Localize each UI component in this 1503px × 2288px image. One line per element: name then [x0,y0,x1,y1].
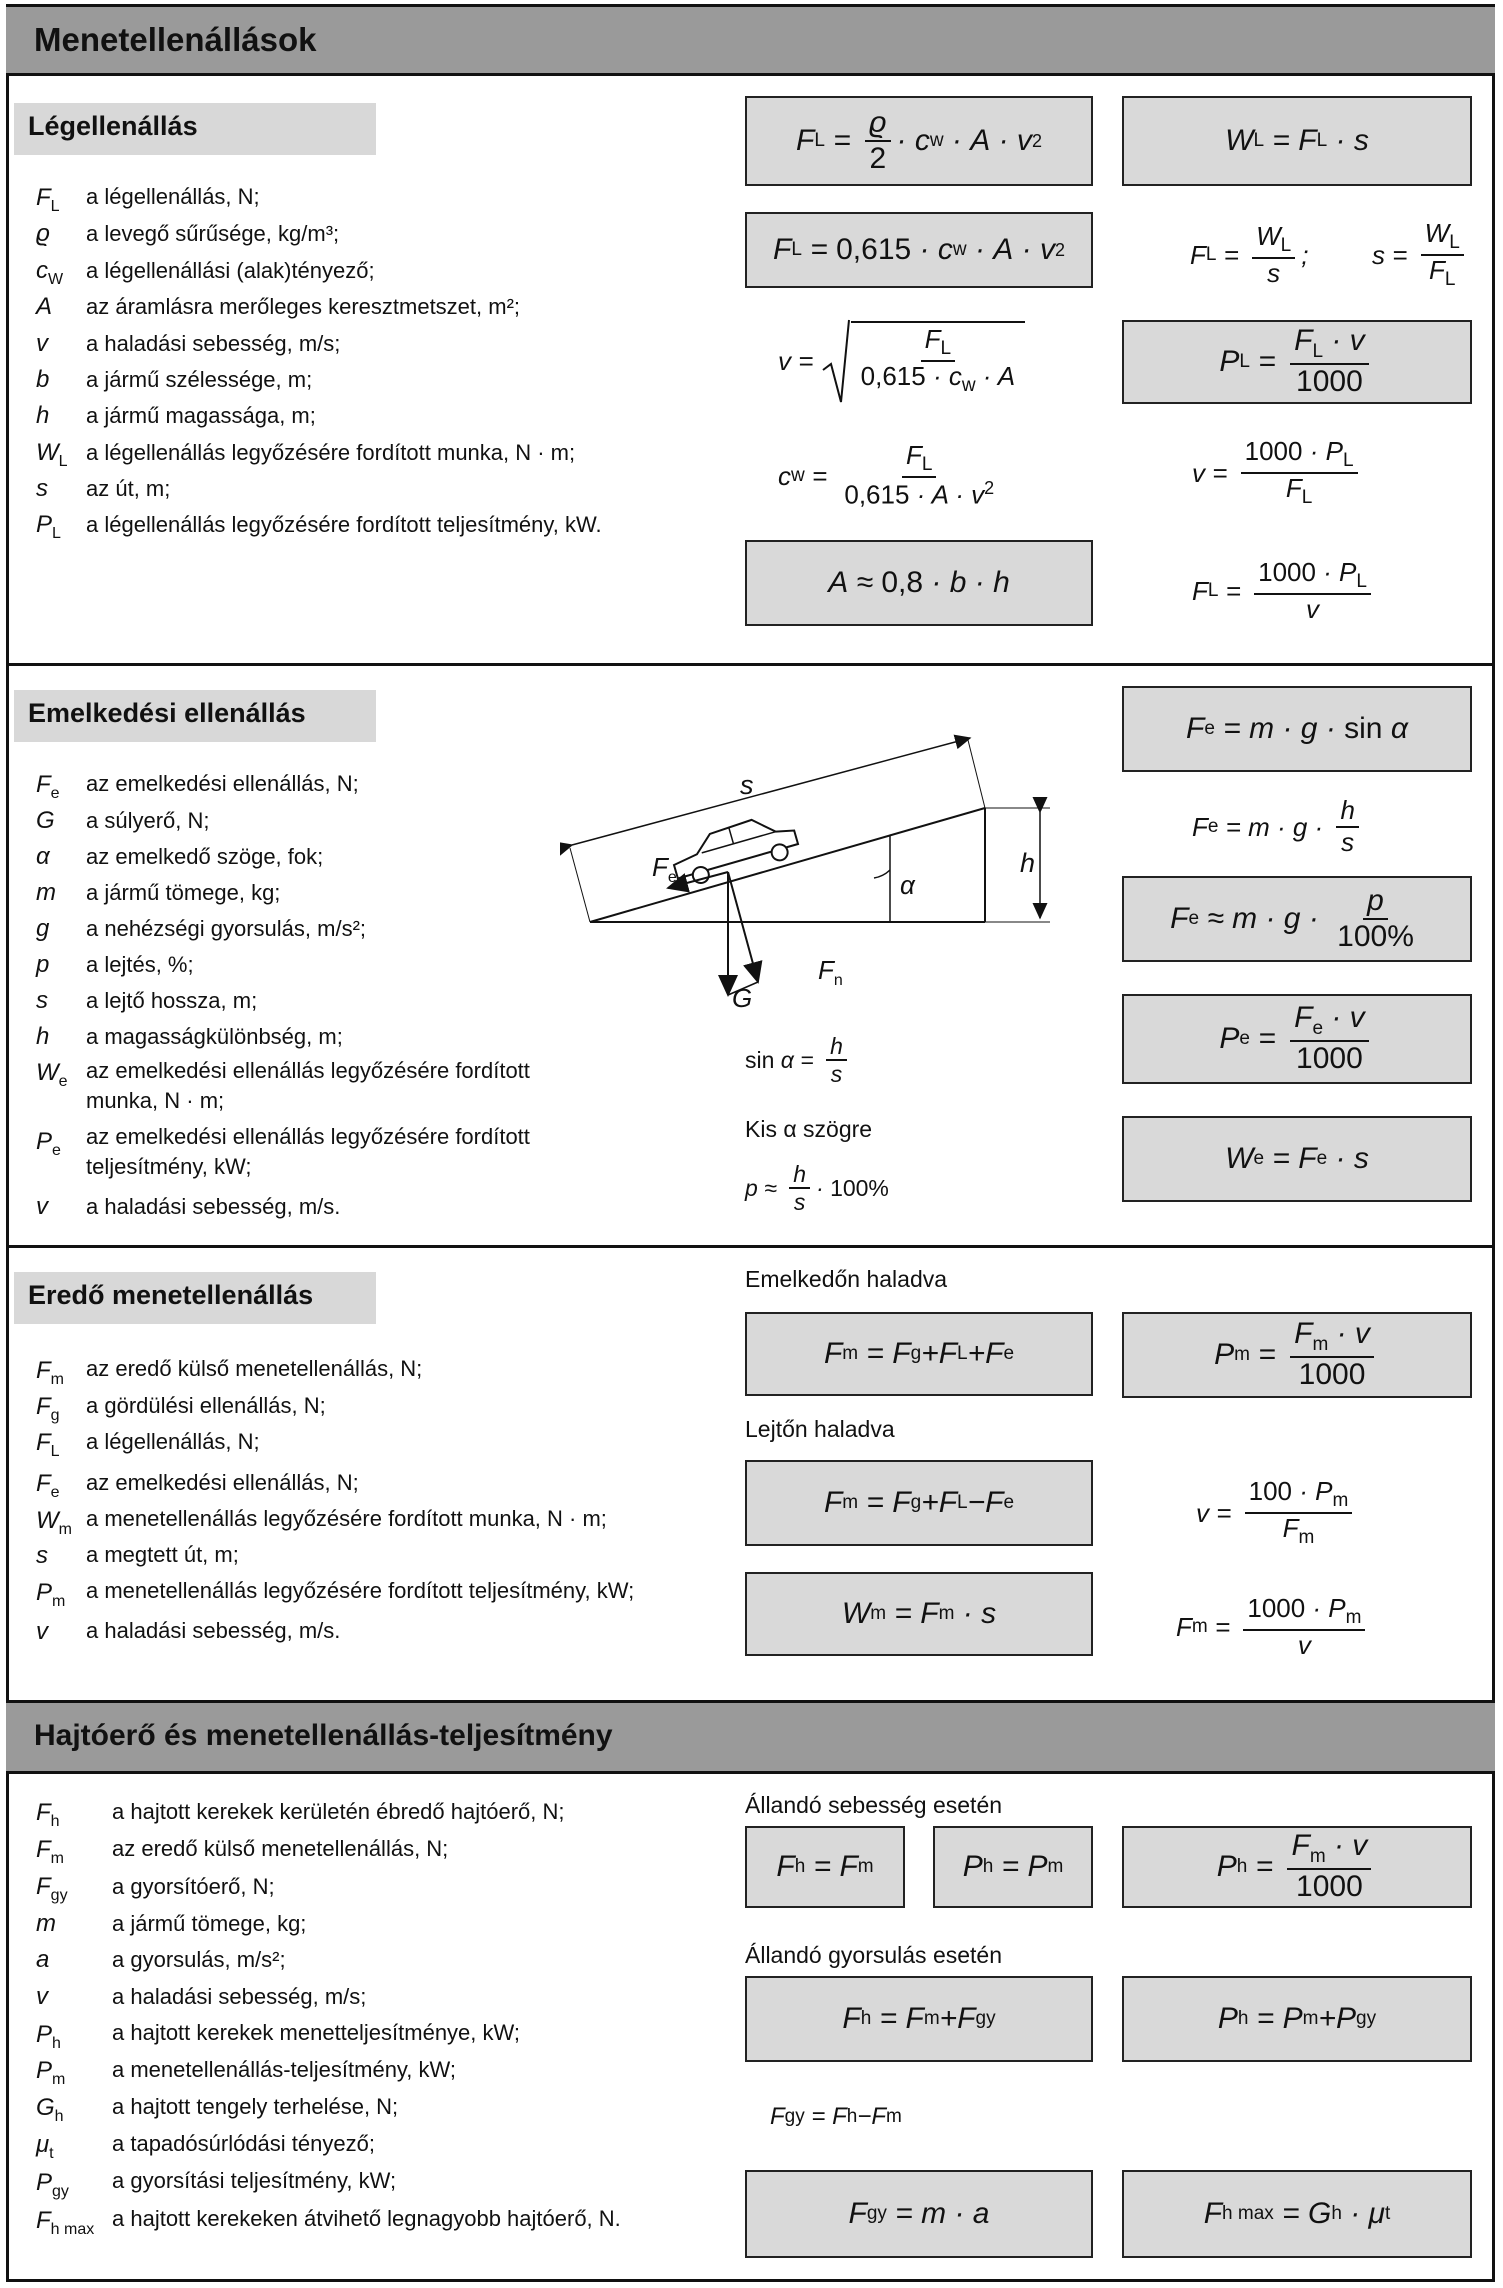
formula-cw: c w = $\frac{F_L}{0,615 \cdot A \cdot v^2}$ [778,440,995,510]
var-desc: teljesítmény, kW; [86,1154,252,1179]
var-desc: az emelkedési ellenállás legyőzésére fordított [86,1058,530,1083]
symbol: v [36,330,48,357]
formula-Pm: P m = $\frac{F_m \cdot v}{1000}$ [1122,1312,1472,1398]
label-emelkedon: Emelkedőn haladva [745,1266,948,1292]
formula-We: W e = F e · s [1122,1116,1472,1202]
diagram-label-s: s [740,770,754,800]
emel-subtitle-bar [14,690,376,742]
var-desc: az emelkedési ellenállás, N; [86,1470,359,1495]
symbol: $F_e$ [36,1470,60,1501]
leg-a-coef: 0,8 [881,566,924,599]
var-desc: a hajtott tengely terhelése, N; [112,2094,399,2119]
var-desc: az emelkedési ellenállás legyőzésére fordított [86,1124,530,1149]
formula-Fgy-diff: F gy = F h −F m [770,2103,902,2130]
var-desc: a hajtott kerekek kerületén ébredő hajtóerő, N; [112,1799,565,1824]
formula-Ph-eq-Pm: P h = P m [933,1826,1093,1908]
symbol: $\mu_t$ [36,2131,54,2162]
symbol: $P_m$ [36,1579,66,1610]
var-desc: a jármű szélessége, m; [86,367,313,392]
hajt-title-bar [6,1700,1495,1774]
var-desc: a légellenállás legyőzésére fordított munka, N · m; [86,440,576,465]
formula-sin-alpha: sin α = $\frac{h}{s}$ [745,1022,853,1098]
ered-100: 100 [1248,1475,1293,1506]
label-kis-alfa: Kis α szögre [745,1116,873,1142]
symbol: g [36,915,50,942]
symbol: h [36,1023,50,1050]
diagram-label-Fe [652,852,677,893]
symbol: $W_L$ [36,439,68,470]
formula-Fhmax: F h max = G h · μ t [1122,2170,1472,2258]
var-desc: a nehézségi gyorsulás, m/s²; [86,916,367,941]
symbol: $F_{h max}$ [36,2207,95,2238]
leg-subtitle: Légellenállás [28,111,198,141]
symbol: v [36,1193,48,1220]
formula-A: A ≈ 0,8 · b · h [745,540,1093,626]
var-desc: a haladási sebesség, m/s. [86,1194,341,1219]
formula-Ph: P h = $\frac{F_m \cdot v}{1000}$ [1122,1826,1472,1908]
formula-FL-coef: F L = 0,615 · c w · A · v 2 [745,212,1093,288]
var-desc: az emelkedő szöge, fok; [86,844,324,869]
symbol: $F_{gy}$ [36,1873,68,1904]
symbol: G [36,807,55,834]
ered-subtitle-bar [14,1272,376,1324]
var-desc: az eredő külső menetellenállás, N; [112,1836,449,1861]
var-desc: a jármű magassága, m; [86,403,316,428]
var-desc: a légellenállás legyőzésére fordított teljesítmény, kW. [86,512,602,537]
formula-Fm-down: F m = F g +F L −F e [745,1460,1093,1546]
var-desc: a levegő sűrűsége, kg/m³; [86,221,340,246]
symbol: $F_h$ [36,1799,60,1830]
var-desc: a gördülési ellenállás, N; [86,1393,326,1418]
formula-v-from-Pm: v = $\frac{100 \cdot P_m}{F_m}$ [1196,1468,1358,1558]
symbol: v [36,1618,48,1645]
hajt-title: Hajtóerő és menetellenállás-teljesítmény [34,1719,613,1752]
formula-PL: P L = $\frac{F_L \cdot v}{1000}$ [1122,320,1472,404]
diagram-Fe-text: F [652,852,668,882]
incline-diagram [560,720,1070,1020]
diagram-label-Fn [818,955,843,996]
symbol: h [36,402,50,429]
formula-Pe: P e = $\frac{F_e \cdot v}{1000}$ [1122,994,1472,1084]
var-desc: az eredő külső menetellenállás, N; [86,1356,423,1381]
section-divider [6,1245,1495,1248]
symbol: $P_e$ [36,1128,61,1159]
symbol: ϱ [36,220,50,247]
var-desc: a tapadósúrlódási tényező; [112,2131,375,2156]
var-desc: a menetellenállás legyőzésére fordított munka, N · m; [86,1506,607,1531]
formula-Fe-sin: F e = m · g · sin α [1122,686,1472,772]
symbol: $F_L$ [36,184,60,215]
label-lejton: Lejtőn haladva [745,1416,895,1442]
symbol: s [36,1542,48,1569]
var-desc: az emelkedési ellenállás, N; [86,771,359,796]
symbol: $P_L$ [36,511,61,542]
var-desc: a megtett út, m; [86,1542,239,1567]
var-desc: a haladási sebesség, m/s; [86,331,341,356]
symbol: p [36,951,50,978]
formula-v-sqrt: v = $\frac{F_L}{0,615 \cdot c_w \cdot A}$ [778,316,1025,406]
section-divider [6,663,1495,666]
label-allando-gyorsulas: Állandó gyorsulás esetén [745,1942,1002,1968]
symbol: $G_h$ [36,2094,64,2125]
var-desc: a magasságkülönbség, m; [86,1024,343,1049]
diagram-Fe-sub: e [667,869,677,887]
var-desc: a lejtés, %; [86,952,194,977]
main-title: Menetellenállások [34,21,317,58]
symbol: $W_m$ [36,1507,72,1538]
symbol: m [36,1910,56,1937]
var-desc: a lejtő hossza, m; [86,988,258,1013]
symbol: a [36,1946,50,1973]
symbol: $P_m$ [36,2057,66,2088]
symbol: s [36,475,48,502]
formula-s-from-WL: s = $\frac{W_L}{F_L}$ [1372,210,1470,300]
var-desc: a hajtott kerekeken átvihető legnagyobb hajtóerő, N. [112,2206,621,2231]
emel-100pct: 100% [1337,920,1414,953]
formula-FL-full: F L = $\frac{ϱ}{2}$ · c w · A · v 2 [745,96,1093,186]
symbol: s [36,987,48,1014]
var-desc: a légellenállás, N; [86,184,260,209]
var-desc: a légellenállási (alak)tényező; [86,258,375,283]
var-desc: a hajtott kerekek menetteljesítménye, kW; [112,2020,520,2045]
var-desc: az áramlásra merőleges keresztmetszet, m²; [86,294,521,319]
formula-Fh-eq-Fm: F h = F m [745,1826,905,1908]
symbol: $F_m$ [36,1357,64,1388]
var-desc: a menetellenállás-teljesítmény, kW; [112,2057,456,2082]
symbol: α [36,843,50,870]
var-desc: a haladási sebesség, m/s. [86,1618,341,1643]
symbol: $c_W$ [36,257,64,288]
symbol: $W_e$ [36,1059,68,1090]
diagram-Fn-text: F [818,955,834,985]
formula-Ph-sum: P h = P m +P gy [1122,1976,1472,2062]
var-desc: a menetellenállás legyőzésére fordított teljesítmény, kW; [86,1578,635,1603]
symbol: $F_e$ [36,771,60,802]
symbol: $P_h$ [36,2021,61,2052]
symbol: v [36,1983,48,2010]
var-desc: munka, N · m; [86,1088,225,1113]
formula-Fe-p: F e ≈ m · g · $\frac{p}{100\%}$ [1122,876,1472,962]
var-desc: a légellenállás, N; [86,1429,260,1454]
symbol: $F_m$ [36,1836,64,1867]
diagram-label-h: h [1020,848,1036,878]
symbol: $P_{gy}$ [36,2169,69,2200]
formula-WL: W L = F L · s [1122,96,1472,186]
symbol: m [36,879,56,906]
var-desc: az út, m; [86,476,171,501]
formula-FL-from-PL: F L = $\frac{1000 \cdot P_L}{v}$ [1192,546,1377,636]
diagram-label-G: G [732,983,753,1013]
var-desc: a gyorsítási teljesítmény, kW; [112,2168,397,2193]
ered-1000: 1000 [1298,1358,1366,1392]
leg-coef: 0,615 [836,233,912,266]
emel-subtitle: Emelkedési ellenállás [28,698,306,728]
formula-FL-from-WL: F L = $\frac{W_L}{s}$ ; [1190,220,1309,288]
symbol: $F_g$ [36,1393,60,1424]
sqrt-sign [821,318,851,404]
label-allando-sebesseg: Állandó sebesség esetén [745,1792,1003,1818]
formula-Fm-up: F m = F g +F L +F e [745,1312,1093,1396]
symbol: b [36,366,50,393]
var-desc: a jármű tömege, kg; [112,1911,307,1936]
diagram-label-alpha: α [900,870,915,900]
formula-Fgy: F gy = m · a [745,2170,1093,2258]
formula-Fm-from-Pm: F m = $\frac{1000 \cdot P_m}{v}$ [1176,1582,1371,1672]
main-title-bar [6,4,1495,76]
formula-p-approx: p ≈ $\frac{h}{s}$ · 100% [745,1160,889,1215]
symbol: A [36,293,53,320]
diagram-Fn-sub: n [833,972,843,990]
formula-Fe-hs: F e = m · g · $\frac{h}{s}$ [1192,782,1365,872]
var-desc: a gyorsulás, m/s²; [112,1947,286,1972]
leg-1000: 1000 [1296,365,1363,399]
var-desc: a súlyerő, N; [86,808,210,833]
var-desc: a gyorsítóerő, N; [112,1874,275,1899]
formula-v-from-PL: v = $\frac{1000 \cdot P_L}{F_L}$ [1192,428,1364,518]
formula-Fh-sum: F h = F m +F gy [745,1976,1093,2062]
formula-Wm: W m = F m · s [745,1572,1093,1656]
var-desc: a haladási sebesség, m/s; [112,1984,367,2009]
symbol: $F_L$ [36,1429,60,1460]
ered-subtitle: Eredő menetellenállás [28,1280,314,1310]
var-desc: a jármű tömege, kg; [86,880,281,905]
leg-subtitle-bar [14,103,376,155]
